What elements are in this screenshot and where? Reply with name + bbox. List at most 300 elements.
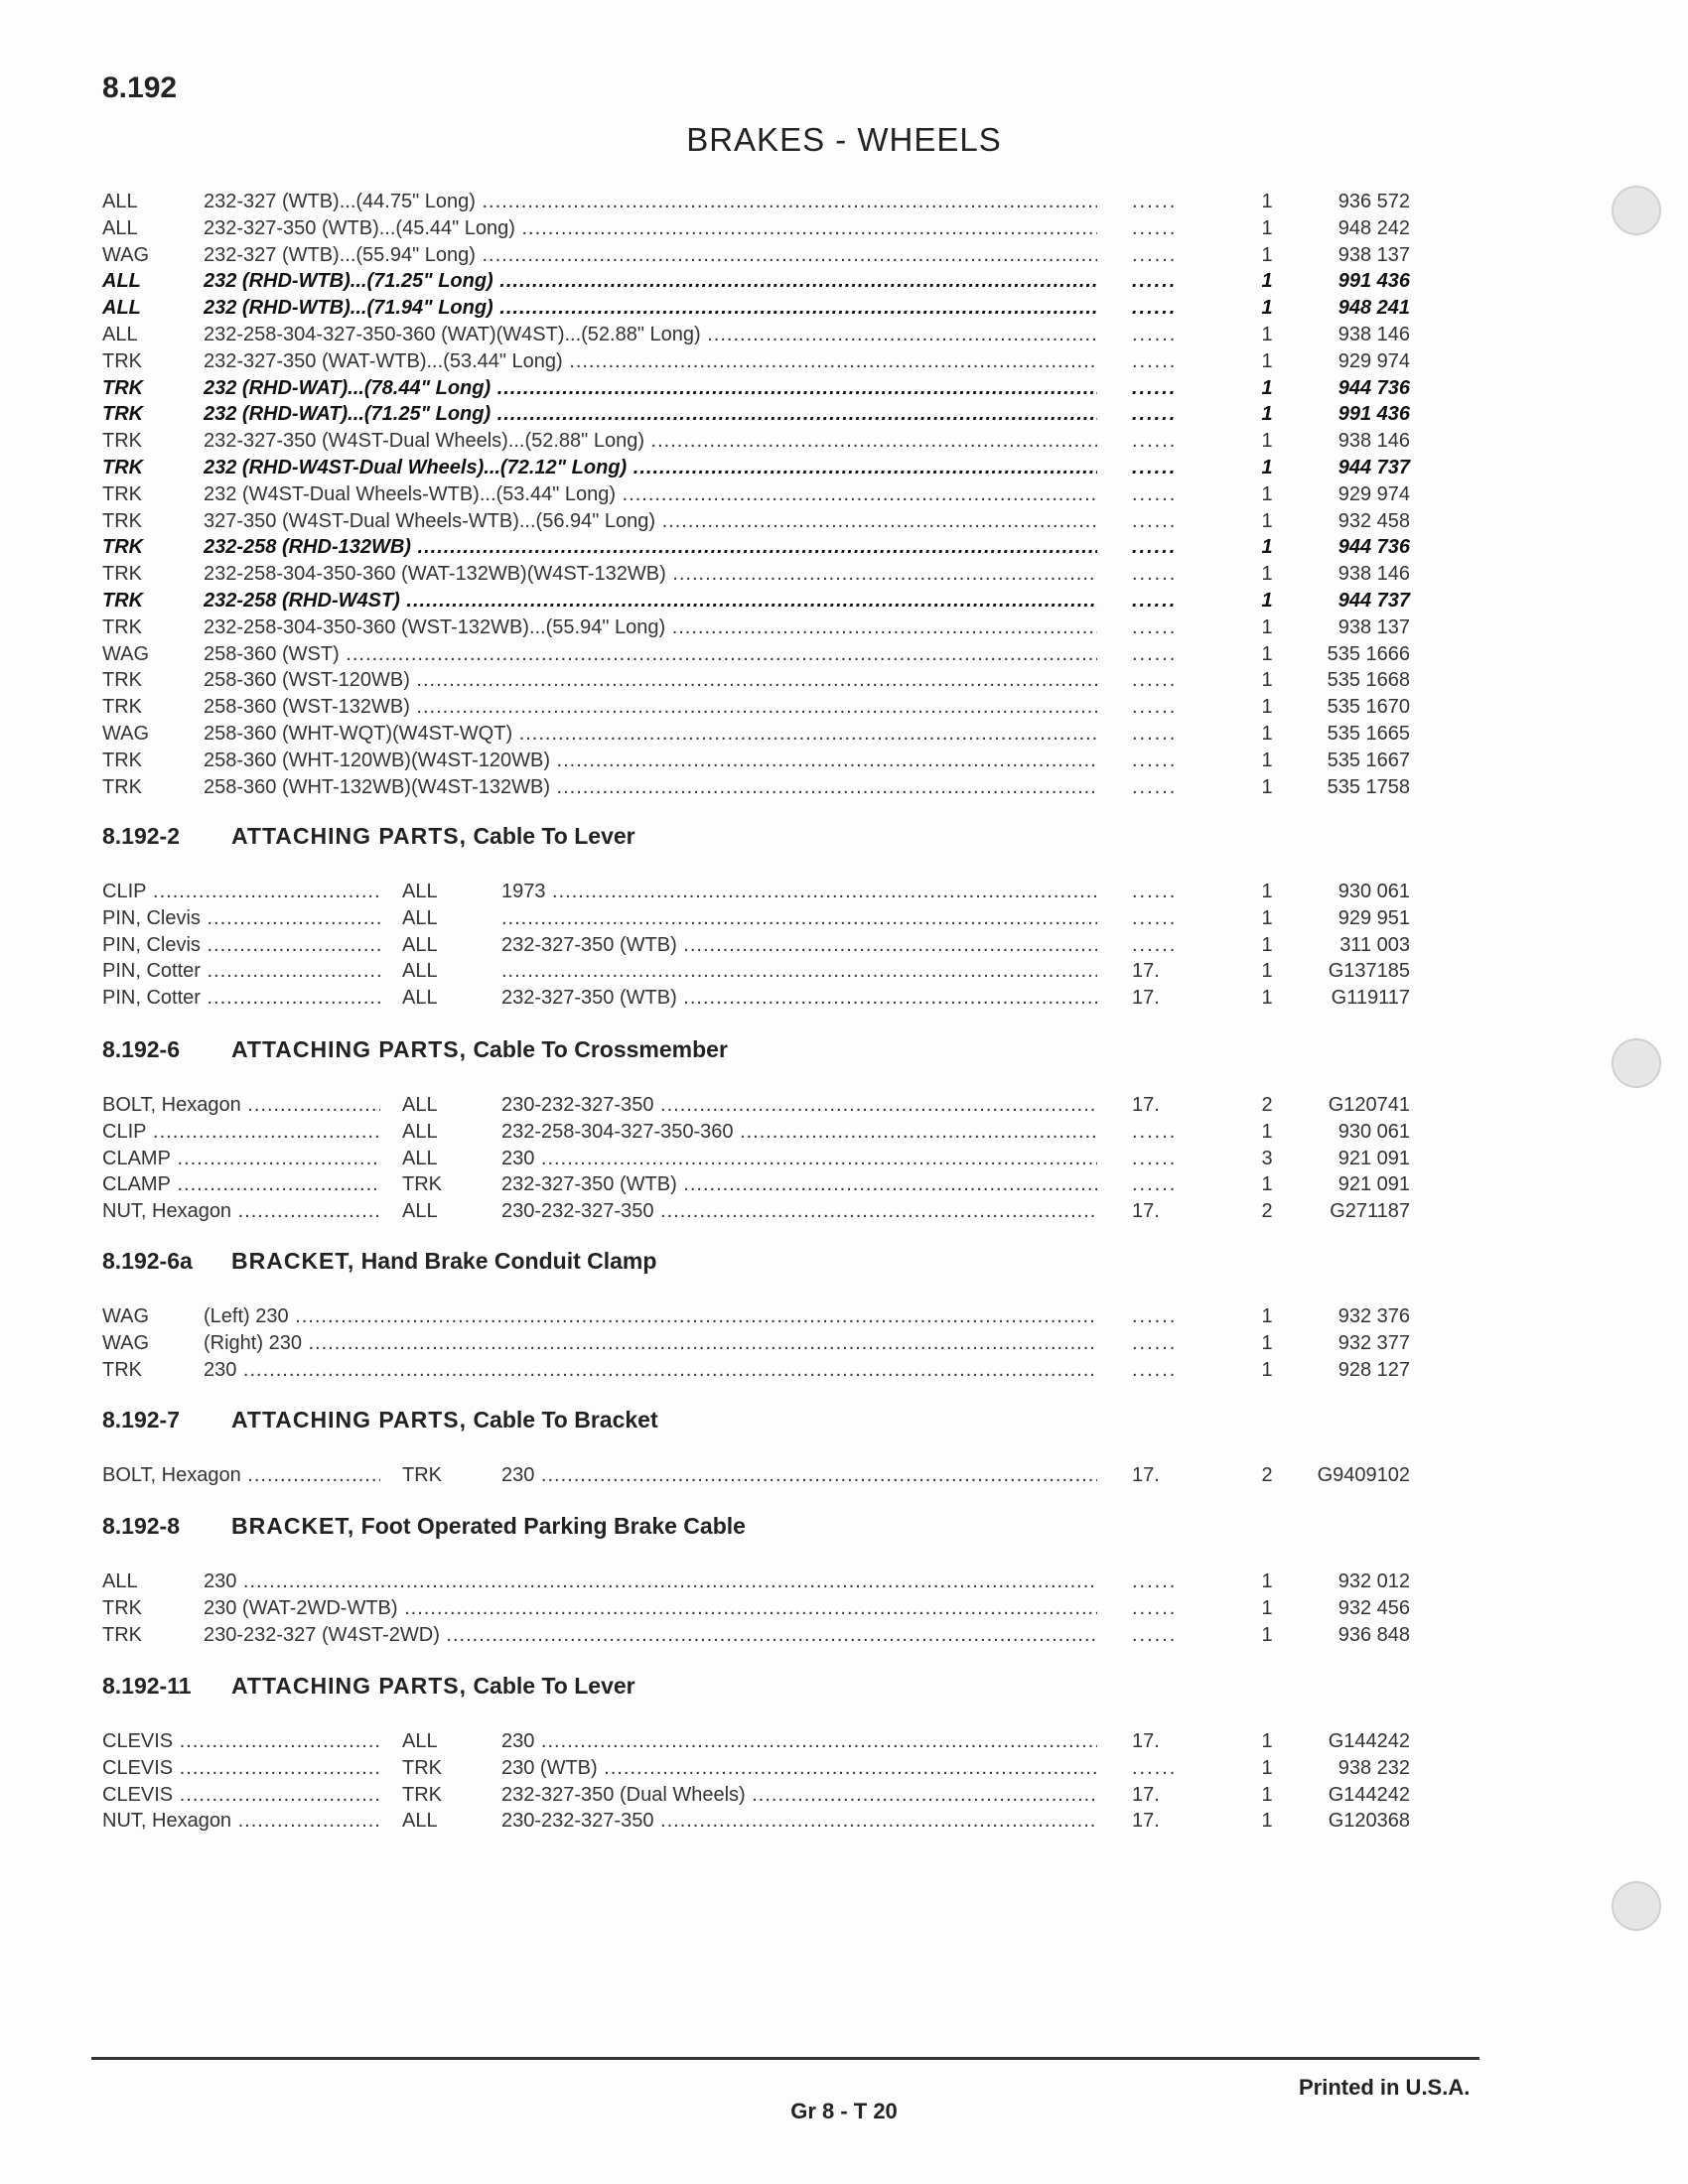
- part-description: 1973 .....: [501, 879, 1097, 905]
- model-code: TRK: [102, 457, 144, 478]
- model-code: TRK: [102, 349, 142, 372]
- part-number: 938 146: [1337, 430, 1410, 453]
- quantity: 1: [1261, 216, 1273, 239]
- part-number: 936 572: [1337, 191, 1410, 212]
- part-number: G144242: [1328, 1730, 1410, 1752]
- quantity: 1: [1261, 1810, 1273, 1833]
- list-item: [0, 1595, 1489, 1622]
- list-item: [0, 268, 1489, 295]
- model-code: TRK: [102, 430, 142, 453]
- quantity: 1: [1261, 1623, 1273, 1646]
- part-number: 921 091: [1337, 1147, 1410, 1169]
- part-number: 535 1666: [1327, 642, 1410, 665]
- list-item: [0, 1755, 1489, 1782]
- part-description: 232-327-350 (W4ST-Dual Wheels)...(52.88" Long) .....: [204, 428, 1097, 455]
- quantity: 1: [1261, 297, 1273, 320]
- section-type: BRACKET,: [231, 1248, 355, 1274]
- quantity: 1: [1261, 696, 1273, 719]
- list-item: [0, 1303, 1489, 1330]
- quantity: 1: [1261, 243, 1273, 266]
- ref-number: [1132, 1330, 1211, 1357]
- list-item: [0, 694, 1489, 721]
- quantity: 1: [1261, 987, 1273, 1010]
- ref-number: [1132, 1755, 1211, 1782]
- part-description: 230 .....: [204, 1357, 1097, 1384]
- quantity: 1: [1261, 191, 1273, 212]
- ref-number: 17.: [1132, 1200, 1160, 1223]
- section-type: ATTACHING PARTS,: [231, 1036, 468, 1062]
- part-description: [501, 958, 1097, 985]
- list-item: [0, 721, 1489, 748]
- list-item: [0, 455, 1489, 481]
- part-description: 232 (RHD-WAT)...(78.44" Long) .....: [204, 375, 1097, 402]
- ref-number: [1132, 215, 1211, 242]
- model-code: TRK: [102, 669, 142, 692]
- ref-number: [1132, 534, 1211, 561]
- part-number: G119117: [1331, 987, 1410, 1010]
- section-subject: Cable To Lever: [473, 823, 635, 849]
- part-description: 232 (RHD-WTB)...(71.25" Long) .....: [204, 268, 1097, 295]
- part-name: NUT, Hexagon .....: [102, 1198, 380, 1225]
- quantity: 1: [1261, 642, 1273, 665]
- part-number: 991 436: [1337, 403, 1410, 426]
- section-heading: [102, 1513, 746, 1540]
- model-code: ALL: [102, 191, 138, 212]
- model-code: ALL: [402, 881, 438, 902]
- part-number: 936 848: [1337, 1623, 1410, 1646]
- section-code: 8.192-7: [102, 1407, 181, 1433]
- ref-number: [1132, 1569, 1211, 1595]
- list-item: [0, 1462, 1489, 1489]
- part-description: 232-258 (RHD-W4ST) .....: [204, 588, 1097, 614]
- model-code: WAG: [102, 243, 150, 266]
- ref-number: 17.: [1132, 987, 1160, 1010]
- ref-number: [1132, 375, 1211, 402]
- part-description: 230-232-327-350 .....: [501, 1198, 1097, 1225]
- part-description: (Right) 230 .....: [204, 1330, 1097, 1357]
- part-number: 938 232: [1337, 1756, 1410, 1779]
- ref-number: [1132, 641, 1211, 668]
- part-name: CLEVIS .....: [102, 1782, 380, 1809]
- ref-number: [1132, 721, 1211, 748]
- page-number: 8.192: [102, 71, 178, 104]
- part-number: 929 951: [1337, 906, 1410, 929]
- part-number: 944 736: [1337, 536, 1410, 559]
- part-number: 930 061: [1337, 881, 1410, 902]
- part-name: BOLT, Hexagon .....: [102, 1092, 380, 1119]
- ref-number: [1132, 1622, 1211, 1649]
- section-subject: Foot Operated Parking Brake Cable: [360, 1513, 746, 1539]
- part-number: 932 458: [1337, 509, 1410, 532]
- section-code: 8.192-8: [102, 1513, 181, 1539]
- quantity: 1: [1261, 1596, 1273, 1619]
- list-item: [0, 242, 1489, 269]
- list-item: [0, 905, 1489, 932]
- ref-number: 17.: [1132, 1783, 1160, 1806]
- quantity: 2: [1261, 1094, 1273, 1116]
- model-code: ALL: [402, 1730, 438, 1752]
- model-code: ALL: [402, 1147, 438, 1169]
- list-item: [0, 1198, 1489, 1225]
- list-item: [0, 348, 1489, 375]
- model-code: ALL: [402, 933, 438, 956]
- quantity: 1: [1261, 1120, 1273, 1143]
- quantity: 1: [1261, 749, 1273, 771]
- section-heading: [102, 1407, 658, 1433]
- quantity: 1: [1261, 590, 1273, 612]
- part-description: 230 .....: [501, 1728, 1097, 1755]
- part-name: PIN, Clevis .....: [102, 905, 380, 932]
- quantity: 1: [1261, 906, 1273, 929]
- ref-number: [1132, 1303, 1211, 1330]
- list-item: [0, 295, 1489, 322]
- quantity: 1: [1261, 669, 1273, 692]
- part-description: 232-327 (WTB)...(44.75" Long) .....: [204, 189, 1097, 215]
- list-item: [0, 375, 1489, 402]
- part-description: 232-258-304-350-360 (WST-132WB)...(55.94" Long) .....: [204, 614, 1097, 641]
- model-code: TRK: [102, 1623, 142, 1646]
- part-name: PIN, Cotter .....: [102, 958, 380, 985]
- part-number: 535 1665: [1327, 723, 1410, 745]
- quantity: 1: [1261, 723, 1273, 745]
- list-item: [0, 1119, 1489, 1146]
- ref-number: [1132, 428, 1211, 455]
- model-code: TRK: [102, 536, 144, 559]
- quantity: 1: [1261, 881, 1273, 902]
- part-number: 944 737: [1337, 457, 1410, 478]
- part-description: 230 (WAT-2WD-WTB) .....: [204, 1595, 1097, 1622]
- ref-number: [1132, 694, 1211, 721]
- part-description: 230-232-327-350 .....: [501, 1092, 1097, 1119]
- part-description: (Left) 230 .....: [204, 1303, 1097, 1330]
- section-subject: Cable To Lever: [473, 1673, 635, 1699]
- part-number: 535 1670: [1327, 696, 1410, 719]
- model-code: TRK: [402, 1464, 442, 1486]
- part-description: 230-232-327-350 .....: [501, 1808, 1097, 1835]
- model-code: ALL: [402, 1810, 438, 1833]
- list-item: [0, 614, 1489, 641]
- list-item: [0, 748, 1489, 774]
- quantity: 1: [1261, 1730, 1273, 1752]
- quantity: 1: [1261, 403, 1273, 426]
- part-number: 948 241: [1337, 297, 1410, 320]
- list-item: [0, 189, 1489, 215]
- part-description: 230-232-327 (W4ST-2WD) .....: [204, 1622, 1097, 1649]
- section-heading: [102, 1248, 656, 1275]
- model-code: TRK: [402, 1756, 442, 1779]
- list-item: [0, 481, 1489, 508]
- part-number: 944 736: [1337, 376, 1410, 399]
- part-description: 230 (WTB) .....: [501, 1755, 1097, 1782]
- list-item: [0, 1808, 1489, 1835]
- footer-page-code: Gr 8 - T 20: [790, 2099, 898, 2123]
- part-number: 938 137: [1337, 615, 1410, 638]
- part-number: 929 974: [1337, 349, 1410, 372]
- model-code: TRK: [102, 590, 144, 612]
- part-description: 258-360 (WST-120WB) .....: [204, 667, 1097, 694]
- part-description: 232 (RHD-W4ST-Dual Wheels)...(72.12" Long) .....: [204, 455, 1097, 481]
- ref-number: 17.: [1132, 960, 1160, 983]
- quantity: 1: [1261, 933, 1273, 956]
- part-number: 938 137: [1337, 243, 1410, 266]
- printed-in-label: Printed in U.S.A.: [1299, 2075, 1471, 2100]
- part-description: 232-327-350 (WAT-WTB)...(53.44" Long) .....: [204, 348, 1097, 375]
- quantity: 1: [1261, 376, 1273, 399]
- quantity: 1: [1261, 324, 1273, 345]
- quantity: 1: [1261, 1783, 1273, 1806]
- model-code: TRK: [102, 775, 142, 798]
- quantity: 1: [1261, 563, 1273, 586]
- part-description: 232-258-304-327-350-360 .....: [501, 1119, 1097, 1146]
- list-item: [0, 1622, 1489, 1649]
- binder-hole-icon: [1612, 186, 1661, 235]
- section-type: ATTACHING PARTS,: [231, 1407, 468, 1433]
- quantity: 1: [1261, 1173, 1273, 1196]
- section-subject: Cable To Crossmember: [473, 1036, 728, 1062]
- ref-number: [1132, 189, 1211, 215]
- part-number: 311 003: [1339, 933, 1410, 956]
- quantity: 1: [1261, 1331, 1273, 1354]
- list-item: [0, 1728, 1489, 1755]
- part-number: 932 376: [1337, 1305, 1410, 1327]
- binder-hole-icon: [1612, 1881, 1661, 1931]
- part-description: 232-258 (RHD-132WB) .....: [204, 534, 1097, 561]
- quantity: 1: [1261, 349, 1273, 372]
- model-code: ALL: [102, 1570, 138, 1592]
- section-heading: [102, 1036, 728, 1063]
- part-description: [501, 905, 1097, 932]
- ref-number: [1132, 268, 1211, 295]
- part-number: 921 091: [1337, 1173, 1410, 1196]
- section-type: ATTACHING PARTS,: [231, 823, 468, 849]
- model-code: ALL: [402, 1120, 438, 1143]
- part-description: 258-360 (WHT-WQT)(W4ST-WQT) .....: [204, 721, 1097, 748]
- part-name: CLEVIS .....: [102, 1728, 380, 1755]
- list-item: [0, 322, 1489, 348]
- part-name: CLIP .....: [102, 879, 380, 905]
- list-item: [0, 1357, 1489, 1384]
- part-description: 230 .....: [204, 1569, 1097, 1595]
- part-name: CLAMP .....: [102, 1146, 380, 1172]
- quantity: 1: [1261, 430, 1273, 453]
- list-item: [0, 958, 1489, 985]
- list-item: [0, 667, 1489, 694]
- section-code: 8.192-11: [102, 1673, 192, 1699]
- model-code: TRK: [102, 1596, 142, 1619]
- model-code: TRK: [102, 749, 142, 771]
- section-type: ATTACHING PARTS,: [231, 1673, 468, 1699]
- model-code: ALL: [102, 297, 141, 320]
- quantity: 1: [1261, 1756, 1273, 1779]
- ref-number: [1132, 932, 1211, 959]
- model-code: TRK: [102, 563, 142, 586]
- part-description: 327-350 (W4ST-Dual Wheels-WTB)...(56.94" Long) .....: [204, 508, 1097, 535]
- ref-number: [1132, 348, 1211, 375]
- list-item: [0, 1330, 1489, 1357]
- list-item: [0, 1146, 1489, 1172]
- quantity: 1: [1261, 775, 1273, 798]
- part-number: 535 1667: [1327, 749, 1410, 771]
- list-item: [0, 534, 1489, 561]
- model-code: TRK: [102, 615, 142, 638]
- ref-number: [1132, 401, 1211, 428]
- ref-number: 17.: [1132, 1810, 1160, 1833]
- part-description: 258-360 (WHT-132WB)(W4ST-132WB) .....: [204, 774, 1097, 801]
- ref-number: 17.: [1132, 1094, 1160, 1116]
- part-number: 535 1668: [1327, 669, 1410, 692]
- ref-number: [1132, 322, 1211, 348]
- part-description: 232-258-304-350-360 (WAT-132WB)(W4ST-132WB) .....: [204, 561, 1097, 588]
- quantity: 1: [1261, 1358, 1273, 1381]
- ref-number: [1132, 295, 1211, 322]
- quantity: 1: [1261, 1305, 1273, 1327]
- model-code: WAG: [102, 723, 150, 745]
- part-name: CLIP .....: [102, 1119, 380, 1146]
- ref-number: [1132, 508, 1211, 535]
- list-item: [0, 932, 1489, 959]
- part-number: G9409102: [1317, 1464, 1410, 1486]
- ref-number: [1132, 561, 1211, 588]
- quantity: 1: [1261, 615, 1273, 638]
- model-code: ALL: [402, 1200, 438, 1223]
- part-number: G120368: [1328, 1810, 1410, 1833]
- part-description: 232-327 (WTB)...(55.94" Long) .....: [204, 242, 1097, 269]
- model-code: ALL: [402, 906, 438, 929]
- list-item: [0, 641, 1489, 668]
- part-name: BOLT, Hexagon .....: [102, 1462, 380, 1489]
- model-code: ALL: [402, 1094, 438, 1116]
- list-item: [0, 774, 1489, 801]
- model-code: TRK: [402, 1173, 442, 1196]
- ref-number: [1132, 1146, 1211, 1172]
- ref-number: 17.: [1132, 1730, 1160, 1752]
- part-number: 948 242: [1337, 216, 1410, 239]
- part-description: 230 .....: [501, 1146, 1097, 1172]
- section-code: 8.192-6a: [102, 1248, 193, 1274]
- part-name: CLEVIS .....: [102, 1755, 380, 1782]
- part-number: 932 012: [1337, 1570, 1410, 1592]
- part-description: 258-360 (WHT-120WB)(W4ST-120WB) .....: [204, 748, 1097, 774]
- part-number: 938 146: [1337, 324, 1410, 345]
- part-number: 932 377: [1337, 1331, 1410, 1354]
- part-number: G137185: [1328, 960, 1410, 983]
- section-heading: [102, 823, 635, 850]
- part-number: 991 436: [1337, 270, 1410, 293]
- part-number: 938 146: [1337, 563, 1410, 586]
- part-number: 535 1758: [1327, 775, 1410, 798]
- section-subject: Cable To Bracket: [473, 1407, 658, 1433]
- model-code: TRK: [102, 403, 144, 426]
- model-code: TRK: [102, 482, 142, 505]
- quantity: 1: [1261, 960, 1273, 983]
- part-description: 232-327-350 (WTB) .....: [501, 985, 1097, 1012]
- model-code: TRK: [102, 696, 142, 719]
- part-name: PIN, Cotter .....: [102, 985, 380, 1012]
- quantity: 1: [1261, 457, 1273, 478]
- ref-number: 17.: [1132, 1464, 1160, 1486]
- section-code: 8.192-6: [102, 1036, 181, 1062]
- ref-number: [1132, 667, 1211, 694]
- ref-number: [1132, 1119, 1211, 1146]
- list-item: [0, 985, 1489, 1012]
- model-code: TRK: [402, 1783, 442, 1806]
- ref-number: [1132, 1595, 1211, 1622]
- quantity: 2: [1261, 1464, 1273, 1486]
- ref-number: [1132, 905, 1211, 932]
- list-item: [0, 508, 1489, 535]
- part-description: 232-327-350 (Dual Wheels) .....: [501, 1782, 1097, 1809]
- part-number: 932 456: [1337, 1596, 1410, 1619]
- ref-number: [1132, 774, 1211, 801]
- part-name: PIN, Clevis .....: [102, 932, 380, 959]
- model-code: TRK: [102, 1358, 142, 1381]
- quantity: 3: [1261, 1147, 1273, 1169]
- ref-number: [1132, 1357, 1211, 1384]
- ref-number: [1132, 879, 1211, 905]
- page-title: BRAKES - WHEELS: [686, 121, 1002, 158]
- ref-number: [1132, 1171, 1211, 1198]
- model-code: WAG: [102, 642, 150, 665]
- footer-rule: [91, 2057, 1479, 2060]
- model-code: ALL: [402, 987, 438, 1010]
- model-code: TRK: [102, 376, 144, 399]
- list-item: [0, 1569, 1489, 1595]
- list-item: [0, 215, 1489, 242]
- part-description: 258-360 (WST-132WB) .....: [204, 694, 1097, 721]
- list-item: [0, 428, 1489, 455]
- quantity: 1: [1261, 509, 1273, 532]
- ref-number: [1132, 588, 1211, 614]
- model-code: WAG: [102, 1305, 150, 1327]
- section-subject: Hand Brake Conduit Clamp: [360, 1248, 657, 1274]
- part-number: 930 061: [1337, 1120, 1410, 1143]
- part-description: 232 (RHD-WAT)...(71.25" Long) .....: [204, 401, 1097, 428]
- list-item: [0, 879, 1489, 905]
- list-item: [0, 588, 1489, 614]
- part-number: G271187: [1330, 1200, 1410, 1223]
- part-description: 232-258-304-327-350-360 (WAT)(W4ST)...(52.88" Long) .....: [204, 322, 1097, 348]
- part-number: G144242: [1328, 1783, 1410, 1806]
- model-code: ALL: [402, 960, 438, 983]
- part-description: 230 .....: [501, 1462, 1097, 1489]
- quantity: 1: [1261, 270, 1273, 293]
- list-item: [0, 1171, 1489, 1198]
- part-description: 232-327-350 (WTB) .....: [501, 932, 1097, 959]
- part-number: 944 737: [1337, 590, 1410, 612]
- part-description: 232 (RHD-WTB)...(71.94" Long) .....: [204, 295, 1097, 322]
- ref-number: [1132, 242, 1211, 269]
- part-number: 928 127: [1337, 1358, 1410, 1381]
- part-description: 232-327-350 (WTB)...(45.44" Long) .....: [204, 215, 1097, 242]
- model-code: TRK: [102, 509, 142, 532]
- model-code: ALL: [102, 270, 141, 293]
- part-name: NUT, Hexagon .....: [102, 1808, 380, 1835]
- part-number: 929 974: [1337, 482, 1410, 505]
- ref-number: [1132, 455, 1211, 481]
- quantity: 1: [1261, 536, 1273, 559]
- part-name: CLAMP .....: [102, 1171, 380, 1198]
- ref-number: [1132, 614, 1211, 641]
- part-description: 232 (W4ST-Dual Wheels-WTB)...(53.44" Long) .....: [204, 481, 1097, 508]
- binder-hole-icon: [1612, 1038, 1661, 1088]
- model-code: ALL: [102, 216, 138, 239]
- ref-number: [1132, 481, 1211, 508]
- list-item: [0, 561, 1489, 588]
- list-item: [0, 401, 1489, 428]
- list-item: [0, 1782, 1489, 1809]
- model-code: ALL: [102, 324, 138, 345]
- part-description: 232-327-350 (WTB) .....: [501, 1171, 1097, 1198]
